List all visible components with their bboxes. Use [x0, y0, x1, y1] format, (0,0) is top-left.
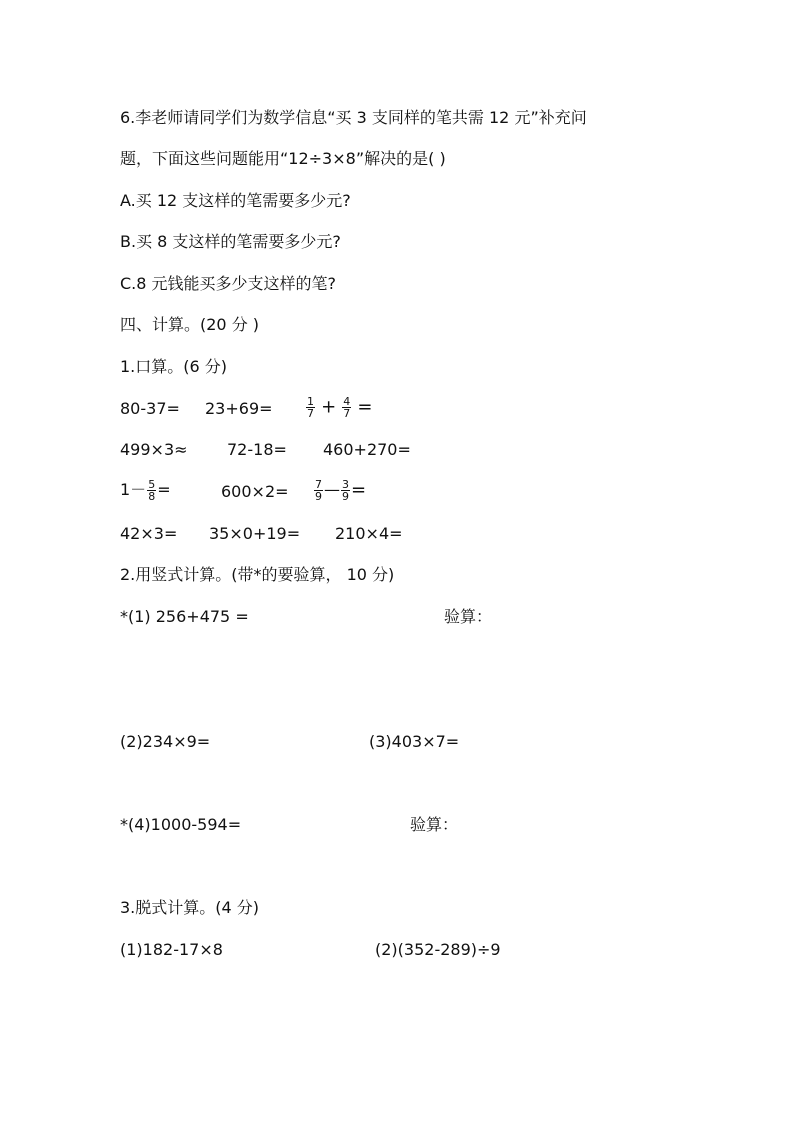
fraction: $\frac{5}{8}$ — [148, 478, 156, 503]
calc-r3-c: $\frac{7}{9}$ — $\frac{3}{9}$ = — [315, 478, 367, 503]
calc-r2-c: 460+270= — [323, 440, 411, 459]
vertical-calc-4: *(4)1000-594= — [120, 815, 242, 834]
calc-r1-b: 23+69= — [205, 399, 273, 418]
q6-option-b: B.买 8 支这样的笔需要多少元? — [120, 232, 341, 251]
fraction: $\frac{1}{7}$ — [307, 395, 314, 420]
calc-r1-c: $\frac{1}{7}$ + $\frac{4}{7}$ = — [307, 395, 373, 420]
calc-r1-a: 80-37= — [120, 399, 180, 418]
fraction: $\frac{3}{9}$ — [342, 478, 349, 503]
vertical-calc-3: (3)403×7= — [369, 732, 460, 751]
q6-line1: 6.李老师请同学们为数学信息“买 3 支同样的笔共需 12 元”补充问 — [120, 108, 587, 127]
fraction: $\frac{7}{9}$ — [315, 478, 322, 503]
calc-r3-b: 600×2= — [221, 482, 289, 501]
step-calc-1: (1)182-17×8 — [120, 940, 223, 959]
calc-r3-a: 1－ $\frac{5}{8}$ = — [120, 478, 171, 503]
q6-option-c: C.8 元钱能买多少支这样的笔? — [120, 274, 337, 293]
calc-r4-b: 35×0+19= — [209, 524, 301, 543]
section-title: 四、计算。(20 分 ) — [120, 315, 260, 334]
calc-r4-c: 210×4= — [335, 524, 403, 543]
vertical-calc-2: (2)234×9= — [120, 732, 211, 751]
part2-title: 2.用竖式计算。(带*的要验算， 10 分) — [120, 565, 395, 584]
fraction: $\frac{4}{7}$ — [343, 395, 351, 420]
check-label-4: 验算： — [410, 815, 459, 834]
calc-r2-b: 72-18= — [227, 440, 287, 459]
q6-line2: 题，下面这些问题能用“12÷3×8”解决的是( ) — [120, 149, 446, 168]
q6-option-a: A.买 12 支这样的笔需要多少元? — [120, 191, 351, 210]
calc-r2-a: 499×3≈ — [120, 440, 188, 459]
part1-title: 1.口算。(6 分) — [120, 357, 228, 376]
step-calc-2: (2)(352-289)÷9 — [375, 940, 501, 959]
check-label-1: 验算： — [444, 607, 493, 626]
part3-title: 3.脱式计算。(4 分) — [120, 898, 260, 917]
vertical-calc-1: *(1) 256+475 = — [120, 607, 249, 626]
calc-r4-a: 42×3= — [120, 524, 178, 543]
